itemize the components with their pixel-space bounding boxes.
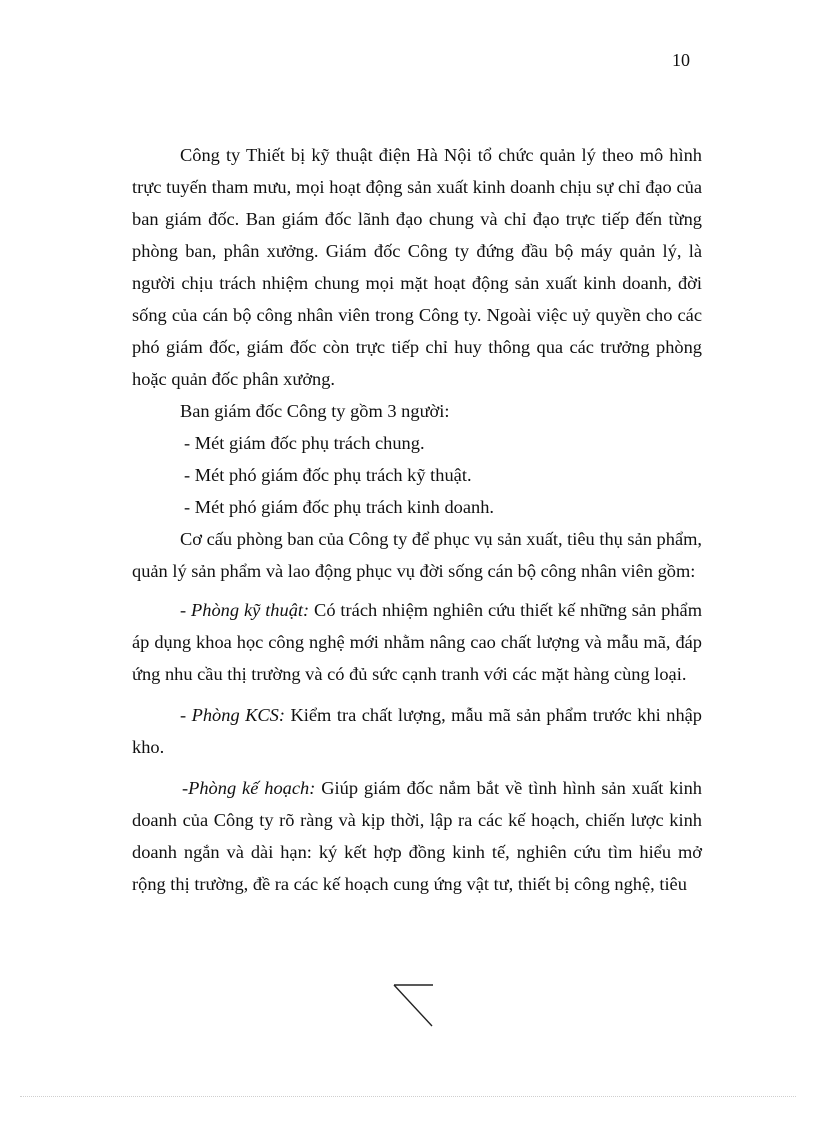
department-label: - Phòng kỹ thuật: <box>180 600 310 620</box>
department-text: Giúp giám đốc nắm bắt về tình hình sản xuất kinh doanh của Công ty rõ ràng và kịp thời, lập ra các kế hoạch, chiến lược kinh doanh ngắn và dài hạn: ký kết hợp đồng kinh tế, nghiên cứu tìm hiểu mở rộng thị trường, đề ra các kế hoạch cung ứng vật tư, thiết bị công nghệ, tiêu <box>132 778 702 894</box>
department-label: - Phòng KCS: <box>180 705 285 725</box>
board-member-item: - Mét phó giám đốc phụ trách kinh doanh. <box>184 497 495 517</box>
board-intro: Ban giám đốc Công ty gồm 3 người: <box>180 401 450 421</box>
page-bottom-divider <box>20 1096 796 1097</box>
page-number: 10 <box>672 50 690 70</box>
department-technical <box>132 594 702 690</box>
department-planning <box>132 772 702 900</box>
department-label: -Phòng kế hoạch: <box>182 778 316 798</box>
board-member-item: - Mét phó giám đốc phụ trách kỹ thuật. <box>184 465 472 485</box>
department-text: Kiểm tra chất lượng, mẫu mã sản phẩm trước khi nhập kho. <box>132 705 703 757</box>
corner-mark-diagonal-line <box>394 985 432 1026</box>
structure-intro: Cơ cấu phòng ban của Công ty để phục vụ sản xuất, tiêu thụ sản phẩm, quản lý sản phẩm và lao động phục vụ đời sống cán bộ công nhân viên gồm: <box>132 529 703 581</box>
board-member-item: - Mét giám đốc phụ trách chung. <box>184 433 425 453</box>
corner-mark <box>392 983 436 1029</box>
document-body <box>132 139 702 900</box>
department-kcs <box>132 699 702 763</box>
department-text: Có trách nhiệm nghiên cứu thiết kế những sản phẩm áp dụng khoa học công nghệ mới nhằm nâng cao chất lượng và mẫu mã, đáp ứng nhu cầu thị trường và có đủ sức cạnh tranh với các mặt hàng cùng loại. <box>132 600 702 684</box>
intro-paragraph: Công ty Thiết bị kỹ thuật điện Hà Nội tổ chức quản lý theo mô hình trực tuyến tham mưu, mọi hoạt động sản xuất kinh doanh chịu sự chỉ đạo của ban giám đốc. Ban giám đốc lãnh đạo chung và chỉ đạo trực tiếp đến từng phòng ban, phân xưởng. Giám đốc Công ty đứng đầu bộ máy quản lý, là người chịu trách nhiệm chung mọi mặt hoạt động sản xuất kinh doanh, đời sống của cán bộ công nhân viên trong Công ty. Ngoài việc uỷ quyền cho các phó giám đốc, giám đốc còn trực tiếp chỉ huy thông qua các trưởng phòng hoặc quản đốc phân xưởng. <box>132 145 702 389</box>
